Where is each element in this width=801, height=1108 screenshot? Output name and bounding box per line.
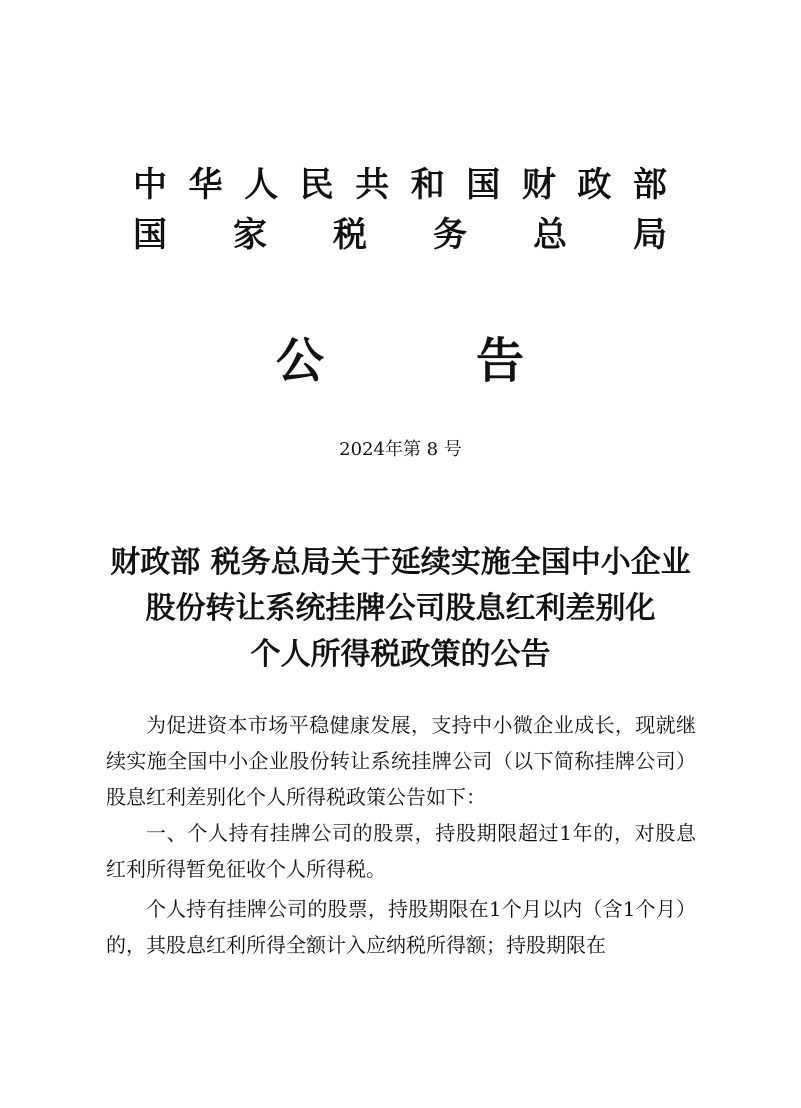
issuer-char: 税 xyxy=(333,215,367,255)
issuer-char: 财 xyxy=(521,165,556,205)
title-line: 股份转让系统挂牌公司股息红利差别化 xyxy=(145,591,656,626)
issuer-char: 国 xyxy=(133,215,167,255)
body-paragraph: 个人持有挂牌公司的股票，持股期限在1个月以内（含1个月）的，其股息红利所得全额计入应纳税所得额；持股期限在 xyxy=(106,897,696,957)
issuer-char: 中 xyxy=(133,165,167,205)
body-paragraph: 一、个人持有挂牌公司的股票，持股期限超过1年的，对股息红利所得暂免征收个人所得税。 xyxy=(106,821,696,881)
issuer-char: 部 xyxy=(632,165,667,205)
issuer-char: 和 xyxy=(410,165,445,205)
issuer-char: 局 xyxy=(633,215,667,255)
issuer-char: 共 xyxy=(355,165,390,205)
doc-type-char: 告 xyxy=(475,332,524,389)
title-line: 财政部 税务总局关于延续实施全国中小企业 xyxy=(110,545,691,580)
issuer-char: 政 xyxy=(577,165,612,205)
issuer-char: 务 xyxy=(433,215,467,255)
issuer-line-mof xyxy=(130,163,670,207)
issuer-char: 华 xyxy=(188,165,223,205)
issuer-char: 民 xyxy=(299,165,334,205)
document-number: 2024年第 8 号 xyxy=(339,439,462,460)
issuer-char: 国 xyxy=(466,165,501,205)
document-type xyxy=(270,326,530,389)
issuer-char: 总 xyxy=(533,215,567,255)
body-paragraph: 为促进资本市场平稳健康发展，支持中小微企业成长，现就继续实施全国中小企业股份转让系统挂牌公司（以下简称挂牌公司）股息红利差别化个人所得税政策公告如下： xyxy=(106,713,696,809)
document-body xyxy=(106,707,696,963)
doc-type-char: 公 xyxy=(275,332,324,389)
title-line: 个人所得税政策的公告 xyxy=(250,637,551,672)
issuer-line-sta xyxy=(130,213,670,257)
issuer-char: 家 xyxy=(233,215,267,255)
document-title xyxy=(60,540,741,678)
issuer-char: 人 xyxy=(244,165,279,205)
